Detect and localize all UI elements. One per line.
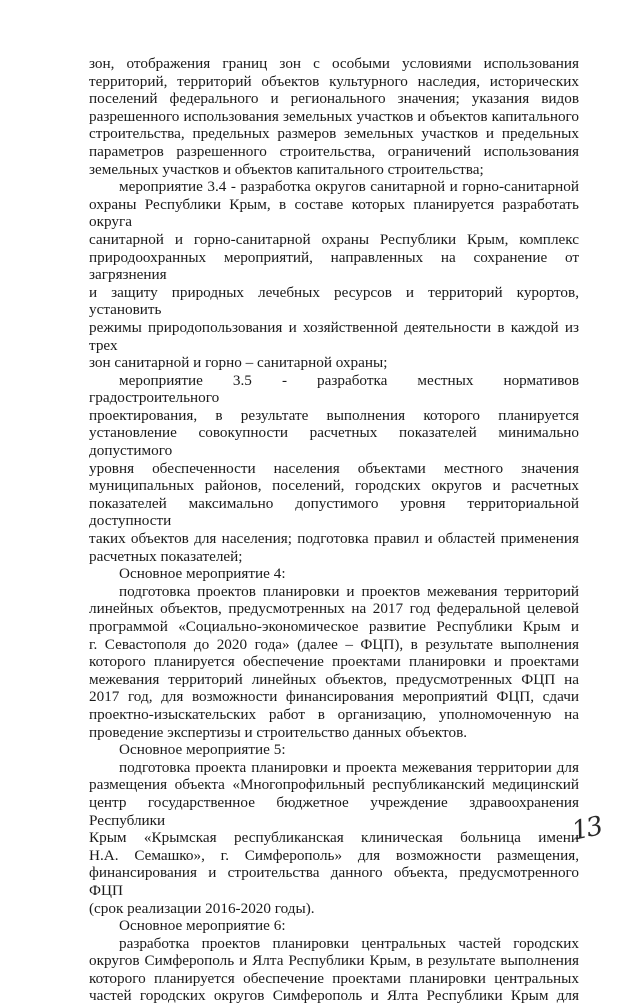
- text-line: центр государственное бюджетное учреждение здравоохранения Республики: [89, 793, 579, 829]
- text-line: округов Симферополь и Ялта Республики Крым, в результате выполнения: [89, 952, 579, 970]
- text-line: зон, отображения границ зон с особыми условиями использования: [89, 55, 579, 72]
- body-text: [89, 55, 579, 1005]
- handwritten-page-number: 13: [569, 811, 604, 847]
- text-line: которого планируется обеспечение проектами планировки и проектами: [89, 653, 579, 671]
- text-line: расчетных показателей;: [89, 547, 243, 565]
- text-line: установление совокупности расчетных показателей минимально допустимого: [89, 424, 579, 460]
- text-line: межевания территорий линейных объектов, предусмотренных ФЦП на: [89, 670, 579, 688]
- text-line: программой «Социально-экономическое развитие Республики Крым и: [89, 618, 579, 635]
- text-line: (срок реализации 2016-2020 годы).: [89, 899, 315, 917]
- text-line: муниципальных районов, поселений, городских округов и расчетных: [89, 477, 579, 495]
- text-line: уровня обеспеченности населения объектами местного значения: [89, 459, 579, 477]
- text-line: подготовка проектов планировки и проектов межевания территорий: [119, 582, 579, 600]
- section-heading: Основное мероприятие 5:: [119, 741, 286, 759]
- text-line: санитарной и горно-санитарной охраны Республики Крым, комплекс: [89, 230, 579, 248]
- text-line: Крым «Крымская республиканская клиническая больница имени: [89, 829, 579, 847]
- text-line: проектно-изыскательских работ в организацию, уполномоченную на: [89, 705, 579, 723]
- text-line: территорий, территорий объектов культурного наследия, исторических: [89, 72, 579, 90]
- text-line: 2017 год, для возможности финансирования мероприятий ФЦП, сдачи: [89, 688, 579, 706]
- text-line: Н.А. Семашко», г. Симферополь» для возможности размещения,: [89, 846, 579, 864]
- text-line: проведение экспертизы и строительство данных объектов.: [89, 723, 468, 741]
- text-line: строительства, предельных размеров земельных участков и предельных: [89, 125, 579, 143]
- text-line: частей городских округов Симферополь и Ялта Республики Крым для: [89, 987, 579, 1005]
- text-line: природоохранных мероприятий, направленных на сохранение от загрязнения: [89, 248, 579, 284]
- section-heading: Основное мероприятие 6:: [119, 917, 286, 935]
- text-line: подготовка проекта планировки и проекта межевания территории для: [119, 758, 579, 776]
- text-line: г. Севастополя до 2020 года» (далее – ФЦП), в результате выполнения: [89, 635, 579, 653]
- text-line: мероприятие 3.5 - разработка местных нормативов градостроительного: [89, 371, 579, 407]
- text-line: линейных объектов, предусмотренных на 2017 год федеральной целевой: [89, 600, 579, 618]
- text-line: параметров разрешенного строительства, ограничений использования: [89, 142, 579, 160]
- text-line: и защиту природных лечебных ресурсов и территорий курортов, установить: [89, 283, 579, 319]
- text-line: зон санитарной и горно – санитарной охраны;: [89, 354, 388, 372]
- text-line: проектирования, в результате выполнения которого планируется: [89, 406, 579, 424]
- text-line: таких объектов для населения; подготовка правил и областей применения: [89, 530, 579, 548]
- text-line: разработка проектов планировки центральных частей городских: [119, 934, 579, 952]
- section-heading: Основное мероприятие 4:: [119, 565, 286, 583]
- text-line: мероприятие 3.4 - разработка округов санитарной и горно-санитарной: [119, 178, 579, 196]
- text-line: поселений федерального и регионального значения; указания видов: [89, 90, 579, 108]
- text-line: охраны Республики Крым, в составе которых планируется разработать округа: [89, 195, 579, 231]
- text-line: земельных участков и объектов капитального строительства;: [89, 160, 484, 178]
- text-line: которого планируется обеспечение проектами планировки центральных: [89, 969, 579, 987]
- text-line: финансирования и строительства данного объекта, предусмотренного ФЦП: [89, 864, 579, 899]
- text-line: показателей максимально допустимого уровня территориальной доступности: [89, 494, 579, 530]
- text-line: разрешенного использования земельных участков и объектов капитального: [89, 107, 579, 125]
- text-line: размещения объекта «Многопрофильный республиканский медицинский: [89, 776, 579, 794]
- text-line: режимы природопользования и хозяйственной деятельности в каждой из трех: [89, 318, 579, 354]
